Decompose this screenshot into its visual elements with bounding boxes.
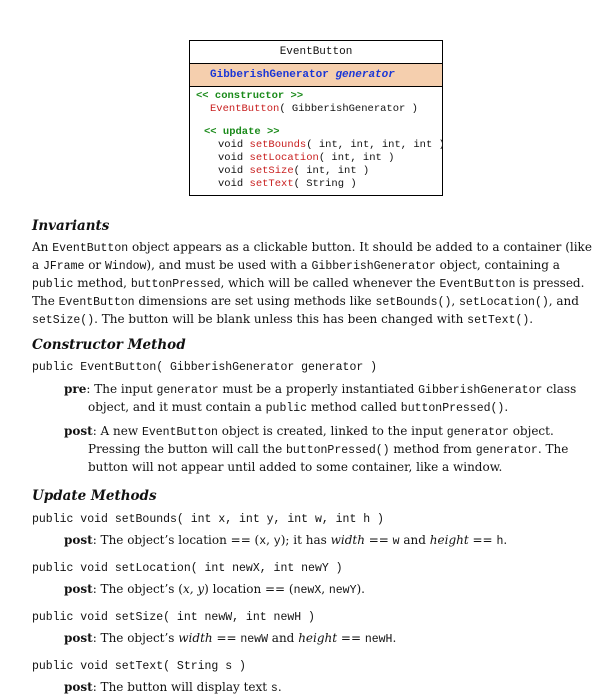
constructor-post: post: A new EventButton object is created, linked to the input generator object. Pressing the button will call the buttonPressed() method from generator. The button will not appear until added to some container, like a window. <box>64 424 569 474</box>
method-signature: public void setSize( int newW, int newH ) <box>32 611 315 624</box>
uml-methods <box>190 87 445 191</box>
uml-method-name: setText <box>249 178 294 190</box>
method-signature: public void setLocation( int newX, int newY ) <box>32 562 343 575</box>
uml-constructor <box>196 103 442 116</box>
uml-method-args: ( int, int ) <box>318 152 395 164</box>
uml-class-box <box>189 40 443 196</box>
constructor-pre: pre: The input generator must be a properly instantiated GibberishGenerator class object, and it must contain a public method called buttonPressed(). <box>64 382 577 415</box>
method-signature: public void setBounds( int x, int y, int w, int h ) <box>32 513 384 526</box>
uml-class-name: EventButton <box>190 41 442 64</box>
uml-field <box>190 64 442 87</box>
uml-method <box>196 152 442 165</box>
constructor-heading: Constructor Method <box>32 337 186 353</box>
uml-method-args: ( String ) <box>293 178 357 190</box>
uml-constructor-args: ( GibberishGenerator ) <box>279 103 418 115</box>
uml-method-args: ( int, int ) <box>293 165 370 177</box>
uml-method-return: void <box>218 152 250 164</box>
uml-constructor-name: EventButton <box>210 103 280 115</box>
uml-update-tag: << update >> <box>204 126 280 138</box>
method-post: post: The object’s width == newW and height == newH. <box>64 631 397 646</box>
uml-method <box>196 139 445 152</box>
uml-method-return: void <box>218 178 250 190</box>
uml-field-name: generator <box>335 69 395 81</box>
uml-method-args: ( int, int, int, int ) <box>306 139 445 151</box>
uml-method-return: void <box>218 139 250 151</box>
uml-method-name: setBounds <box>249 139 307 151</box>
uml-constructor-tag: << constructor >> <box>196 90 304 102</box>
invariants-heading: Invariants <box>32 218 110 234</box>
uml-method <box>196 165 442 178</box>
constructor-signature: public EventButton( GibberishGenerator generator ) <box>32 361 378 374</box>
uml-field-type: GibberishGenerator <box>210 69 329 81</box>
method-post: post: The object’s (x, y) location == (newX, newY). <box>64 582 365 597</box>
uml-method-name: setLocation <box>249 152 319 164</box>
uml-method-name: setSize <box>249 165 294 177</box>
method-post: post: The button will display text s. <box>64 680 282 695</box>
method-signature: public void setText( String s ) <box>32 660 246 673</box>
uml-method-return: void <box>218 165 250 177</box>
documentation <box>32 218 592 697</box>
uml-method <box>196 178 442 191</box>
method-post: post: The object’s location == (x, y); it has width == w and height == h. <box>64 533 508 548</box>
update-heading: Update Methods <box>32 488 157 504</box>
invariants-text: An EventButton object appears as a clickable button. It should be added to a container (like a JFrame or Window), and must be used with a GibberishGenerator object, containing a public method, buttonPressed, which will be called whenever the EventButton is pressed. The EventButton dimensions are set using methods like setBounds(), setLocation(), and setSize(). The button will be blank unless this has been changed with setText(). <box>32 240 592 327</box>
